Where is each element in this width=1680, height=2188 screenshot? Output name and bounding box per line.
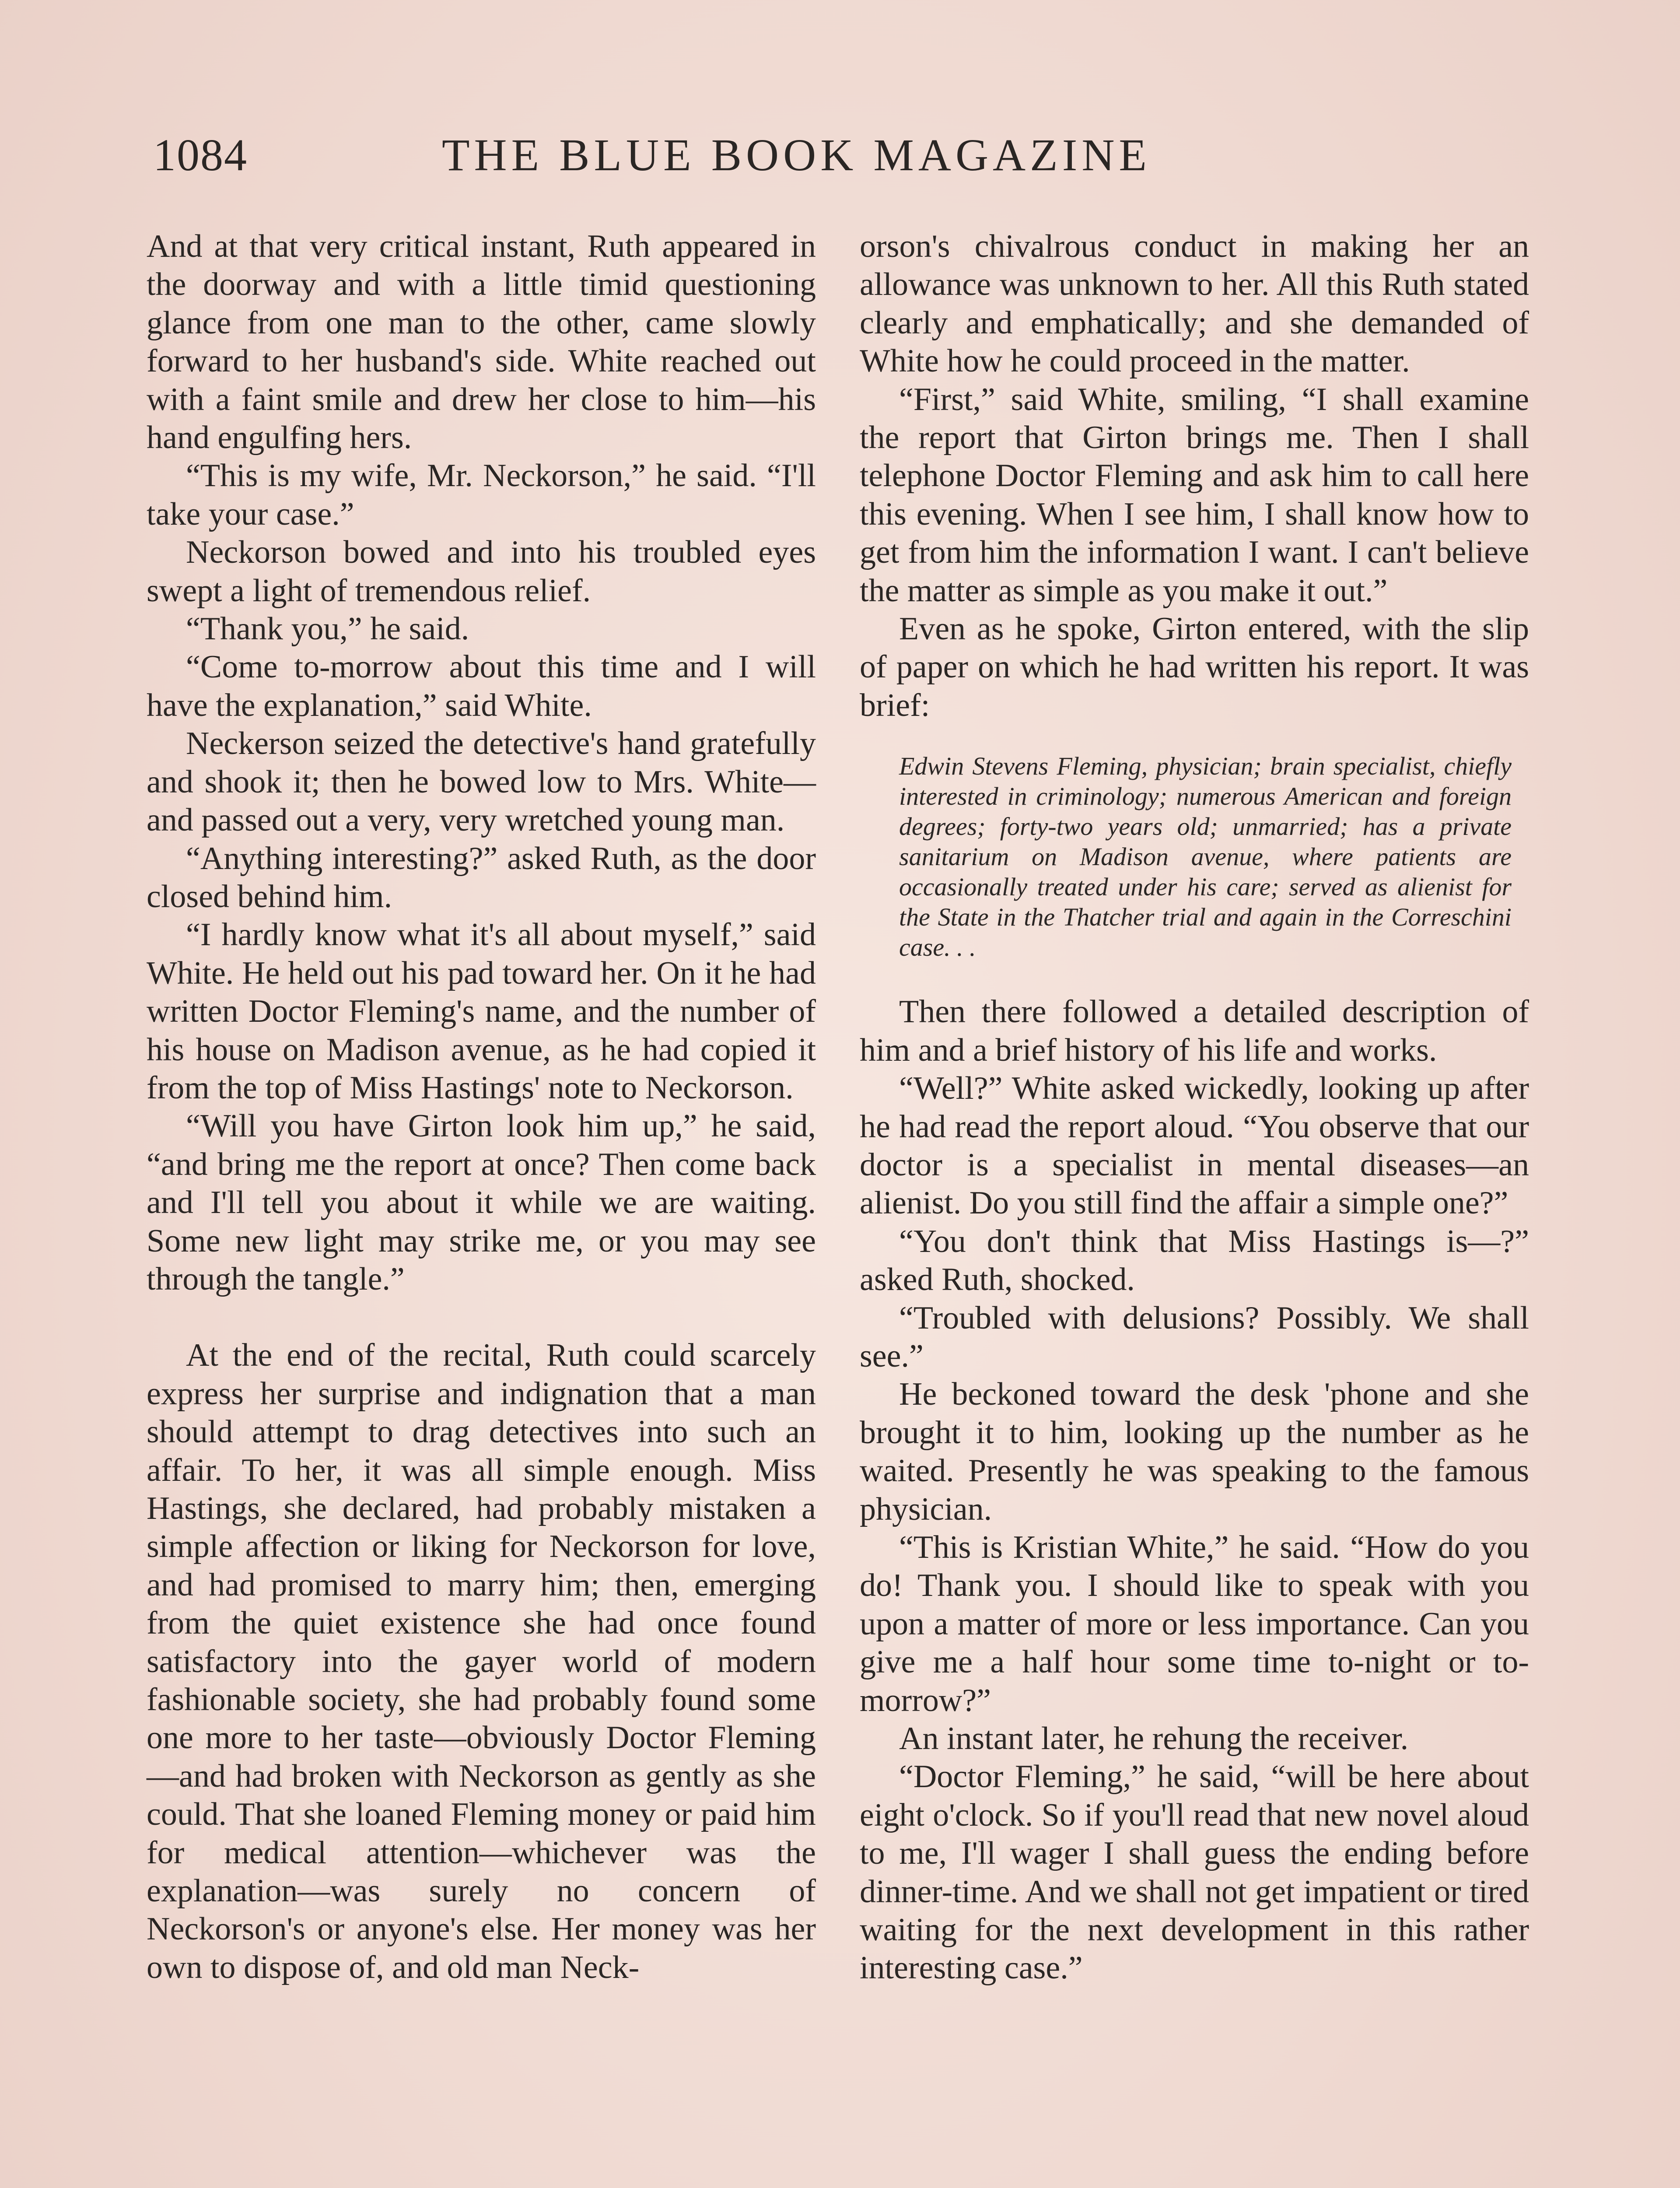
paragraph: “First,” said White, smiling, “I shall examine the report that Girton brings me. Then I shall telephone Doctor Fleming and ask him to call here this evening. When I see him, I shall know how to get from him the information I want. I can't believe the matter as simple as you make it out.” [860,381,1529,609]
paragraph: Then there followed a detailed description of him and a brief history of his life and works. [860,994,1529,1068]
report-excerpt: Edwin Stevens Fleming, physician; brain specialist, chiefly interested in criminology; numerous American and foreign degrees; forty-two years old; unmarried; has a private sanitarium on Madison avenue, where patients are occasionally treated under his care; served as alienist for the State in the Thatcher trial and again in the Correschini case. . . [899,752,1512,962]
paragraph: An instant later, he rehung the receiver. [899,1721,1409,1757]
paragraph: Even as he spoke, Girton entered, with the slip of paper on which he had written his report. It was brief: [860,611,1529,723]
page-header [153,125,1238,186]
paragraph: “Thank you,” he said. [186,611,469,647]
paragraph: “I hardly know what it's all about myself,” said White. He held out his pad toward her. On it he had written Doctor Fleming's name, and the number of his house on Madison avenue, as he had copied it from the top of Miss Hastings' note to Neckorson. [147,917,816,1106]
paragraph: “Come to-morrow about this time and I will have the explanation,” said White. [147,649,816,723]
paragraph: “Well?” White asked wickedly, looking up after he had read the report aloud. “You observe that our doctor is a specialist in mental diseases—an alienist. Do you still find the affair a simple one?” [860,1070,1529,1221]
paragraph: Neckerson seized the detective's hand gratefully and shook it; then he bowed low to Mrs. White—and passed out a very, very wretched young man. [147,726,816,838]
paragraph: “Troubled with delusions? Possibly. We shall see.” [860,1300,1529,1374]
page-number: 1084 [153,130,248,180]
paragraph: At the end of the recital, Ruth could scarcely express her surprise and indignation that a man should attempt to drag detectives into such an affair. To her, it was all simple enough. Miss Hastings, she declared, had probably mistaken a simple affection or liking for Neckorson for love, and had promised to marry him; then, emerging from the quiet existence she had once found satisfactory into the gayer world of modern fashionable society, she had probably found some one more to her taste—obviously Doctor Fleming—and had broken with Neckorson as gently as she could. That she loaned Fleming money or paid him for medical attention—whichever was the explanation—was surely no concern of Neckorson's or anyone's else. Her money was her own to dispose of, and old man Neck- [147,1337,816,1985]
paragraph: And at that very critical instant, Ruth appeared in the doorway and with a little timid questioning glance from one man to the other, came slowly forward to her husband's side. White reached out with a faint smile and drew her close to him—his hand engulfing hers. [147,228,816,456]
paragraph: “This is my wife, Mr. Neckorson,” he said. “I'll take your case.” [147,458,816,532]
right-column [860,228,1529,1988]
paragraph: “Will you have Girton look him up,” he said, “and bring me the report at once? Then come back and I'll tell you about it while we are waiting. Some new light may strike me, or you may see through the tangle.” [147,1108,816,1297]
paragraph: Neckorson bowed and into his troubled eyes swept a light of tremendous relief. [147,534,816,609]
paragraph: “This is Kristian White,” he said. “How do you do! Thank you. I should like to speak with you upon a matter of more or less importance. Can you give me a half hour some time to-night or to-morrow?” [860,1529,1529,1718]
paragraph: He beckoned toward the desk 'phone and she brought it to him, looking up the number as he waited. Presently he was speaking to the famous physician. [860,1376,1529,1527]
magazine-title: THE BLUE BOOK MAGAZINE [442,130,1151,180]
paragraph: “You don't think that Miss Hastings is—?” asked Ruth, shocked. [860,1223,1529,1298]
paragraph: “Doctor Fleming,” he said, “will be here about eight o'clock. So if you'll read that new novel aloud to me, I'll wager I shall guess the ending before dinner-time. And we shall not get impatient or tired waiting for the next development in this rather interesting case.” [860,1759,1529,1986]
left-column [147,228,816,1987]
paragraph: orson's chivalrous conduct in making her an allowance was unknown to her. All this Ruth stated clearly and emphatically; and she demanded of White how he could proceed in the matter. [860,228,1529,379]
paragraph: “Anything interesting?” asked Ruth, as the door closed behind him. [147,840,816,915]
